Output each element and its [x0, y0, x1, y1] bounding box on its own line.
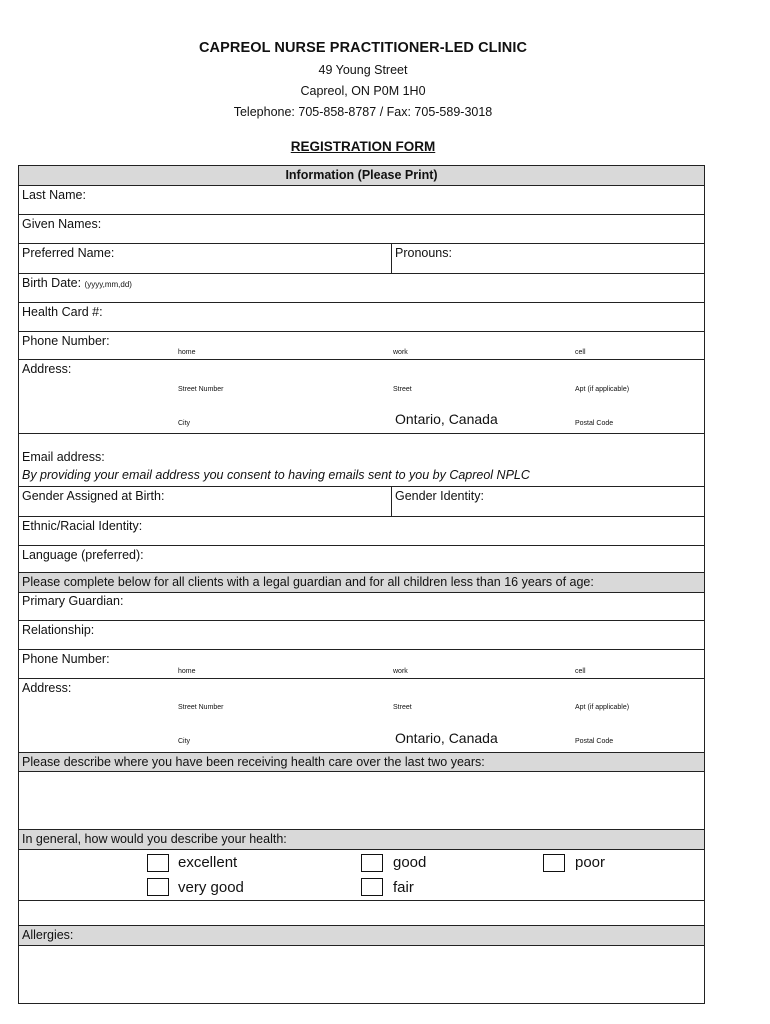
excellent-checkbox[interactable]	[147, 854, 169, 872]
pronouns-label: Pronouns:	[395, 246, 452, 260]
gender-row	[19, 486, 704, 516]
guardian-phone-work-label: work	[393, 668, 408, 675]
phone-work-label: work	[393, 349, 408, 356]
good-label: good	[393, 854, 427, 871]
last-name-field[interactable]	[19, 185, 704, 214]
healthcare-history-header	[19, 752, 704, 771]
apt-label: Apt (if applicable)	[575, 386, 630, 393]
street-number-label: Street Number	[178, 386, 224, 393]
health-card-label: Health Card #:	[22, 305, 103, 319]
preferred-name-label: Preferred Name:	[22, 246, 115, 260]
guardian-phone-home-label: home	[178, 668, 196, 675]
phone-home-label: home	[178, 349, 196, 356]
address-label: Address:	[22, 362, 72, 376]
poor-label: poor	[575, 854, 606, 871]
guardian-street-number-label: Street Number	[178, 704, 224, 711]
very-good-checkbox[interactable]	[147, 878, 169, 896]
health-rating-question: In general, how would you describe your health:	[22, 832, 287, 846]
guardian-instruction: Please complete below for all clients with a legal guardian and for all children less than 16 years of age:	[22, 575, 594, 589]
health-rating-options	[19, 849, 704, 900]
pronouns-field[interactable]	[392, 244, 704, 273]
health-rating-header	[19, 829, 704, 849]
info-section-header	[19, 166, 704, 185]
clinic-address-city: Capreol, ON P0M 1H0	[300, 84, 426, 98]
phone-number-field[interactable]	[19, 331, 704, 359]
guardian-phone-field[interactable]	[19, 649, 704, 678]
last-name-label: Last Name:	[22, 188, 86, 202]
allergies-label: Allergies:	[22, 928, 74, 942]
email-label: Email address:	[22, 450, 105, 464]
clinic-address-street: 49 Young Street	[318, 63, 408, 77]
address-field[interactable]	[19, 359, 704, 433]
phone-number-label: Phone Number:	[22, 334, 110, 348]
province-country-text: Ontario, Canada	[395, 411, 498, 427]
healthcare-history-field[interactable]	[19, 771, 704, 829]
ethnic-identity-label: Ethnic/Racial Identity:	[22, 519, 143, 533]
relationship-label: Relationship:	[22, 623, 95, 637]
fair-checkbox[interactable]	[361, 878, 383, 896]
guardian-section-header	[19, 572, 704, 592]
birth-date-label	[22, 276, 132, 290]
excellent-label: excellent	[178, 854, 238, 871]
city-label: City	[178, 420, 191, 427]
email-consent-note: By providing your email address you consent to having emails sent to you by Capreol NPLC	[22, 468, 530, 482]
health-card-field[interactable]	[19, 302, 704, 331]
relationship-field[interactable]	[19, 620, 704, 649]
preferred-name-row	[19, 243, 704, 273]
gender-at-birth-label: Gender Assigned at Birth:	[22, 489, 165, 503]
guardian-street-label: Street	[393, 704, 412, 711]
gender-identity-label: Gender Identity:	[395, 489, 484, 503]
birth-date-format-hint: (yyyy,mm,dd)	[84, 280, 132, 289]
poor-checkbox[interactable]	[543, 854, 565, 872]
phone-cell-label: cell	[575, 349, 586, 356]
healthcare-history-label: Please describe where you have been receiving health care over the last two years:	[22, 755, 485, 769]
primary-guardian-label: Primary Guardian:	[22, 594, 124, 608]
postal-code-label: Postal Code	[575, 420, 614, 427]
given-names-field[interactable]	[19, 214, 704, 243]
birth-date-label-text: Birth Date:	[22, 276, 82, 290]
allergies-field[interactable]	[19, 945, 704, 1003]
guardian-address-label: Address:	[22, 681, 72, 695]
street-label: Street	[393, 386, 412, 393]
guardian-postal-code-label: Postal Code	[575, 738, 614, 745]
fair-label: fair	[393, 879, 414, 896]
birth-date-field[interactable]	[19, 273, 704, 302]
guardian-province-country-text: Ontario, Canada	[395, 730, 498, 746]
info-section-title: Information (Please Print)	[285, 168, 438, 182]
given-names-label: Given Names:	[22, 217, 102, 231]
clinic-name: CAPREOL NURSE PRACTITIONER-LED CLINIC	[198, 40, 528, 56]
good-checkbox[interactable]	[361, 854, 383, 872]
clinic-contact: Telephone: 705-858-8787 / Fax: 705-589-3018	[233, 105, 493, 119]
email-field[interactable]	[19, 433, 704, 470]
registration-form-table	[18, 165, 705, 1004]
gender-at-birth-field[interactable]	[19, 487, 391, 516]
guardian-apt-label: Apt (if applicable)	[575, 704, 630, 711]
guardian-phone-label: Phone Number:	[22, 652, 110, 666]
ethnic-identity-field[interactable]	[19, 516, 704, 545]
language-label: Language (preferred):	[22, 548, 144, 562]
preferred-name-field[interactable]	[19, 244, 391, 273]
allergies-header	[19, 925, 704, 945]
guardian-phone-cell-label: cell	[575, 668, 586, 675]
very-good-label: very good	[178, 879, 244, 896]
gender-identity-field[interactable]	[392, 487, 704, 516]
form-title: REGISTRATION FORM	[290, 139, 436, 154]
primary-guardian-field[interactable]	[19, 592, 704, 620]
language-field[interactable]	[19, 545, 704, 572]
blank-row	[19, 900, 704, 925]
guardian-city-label: City	[178, 738, 191, 745]
guardian-address-field[interactable]	[19, 678, 704, 752]
